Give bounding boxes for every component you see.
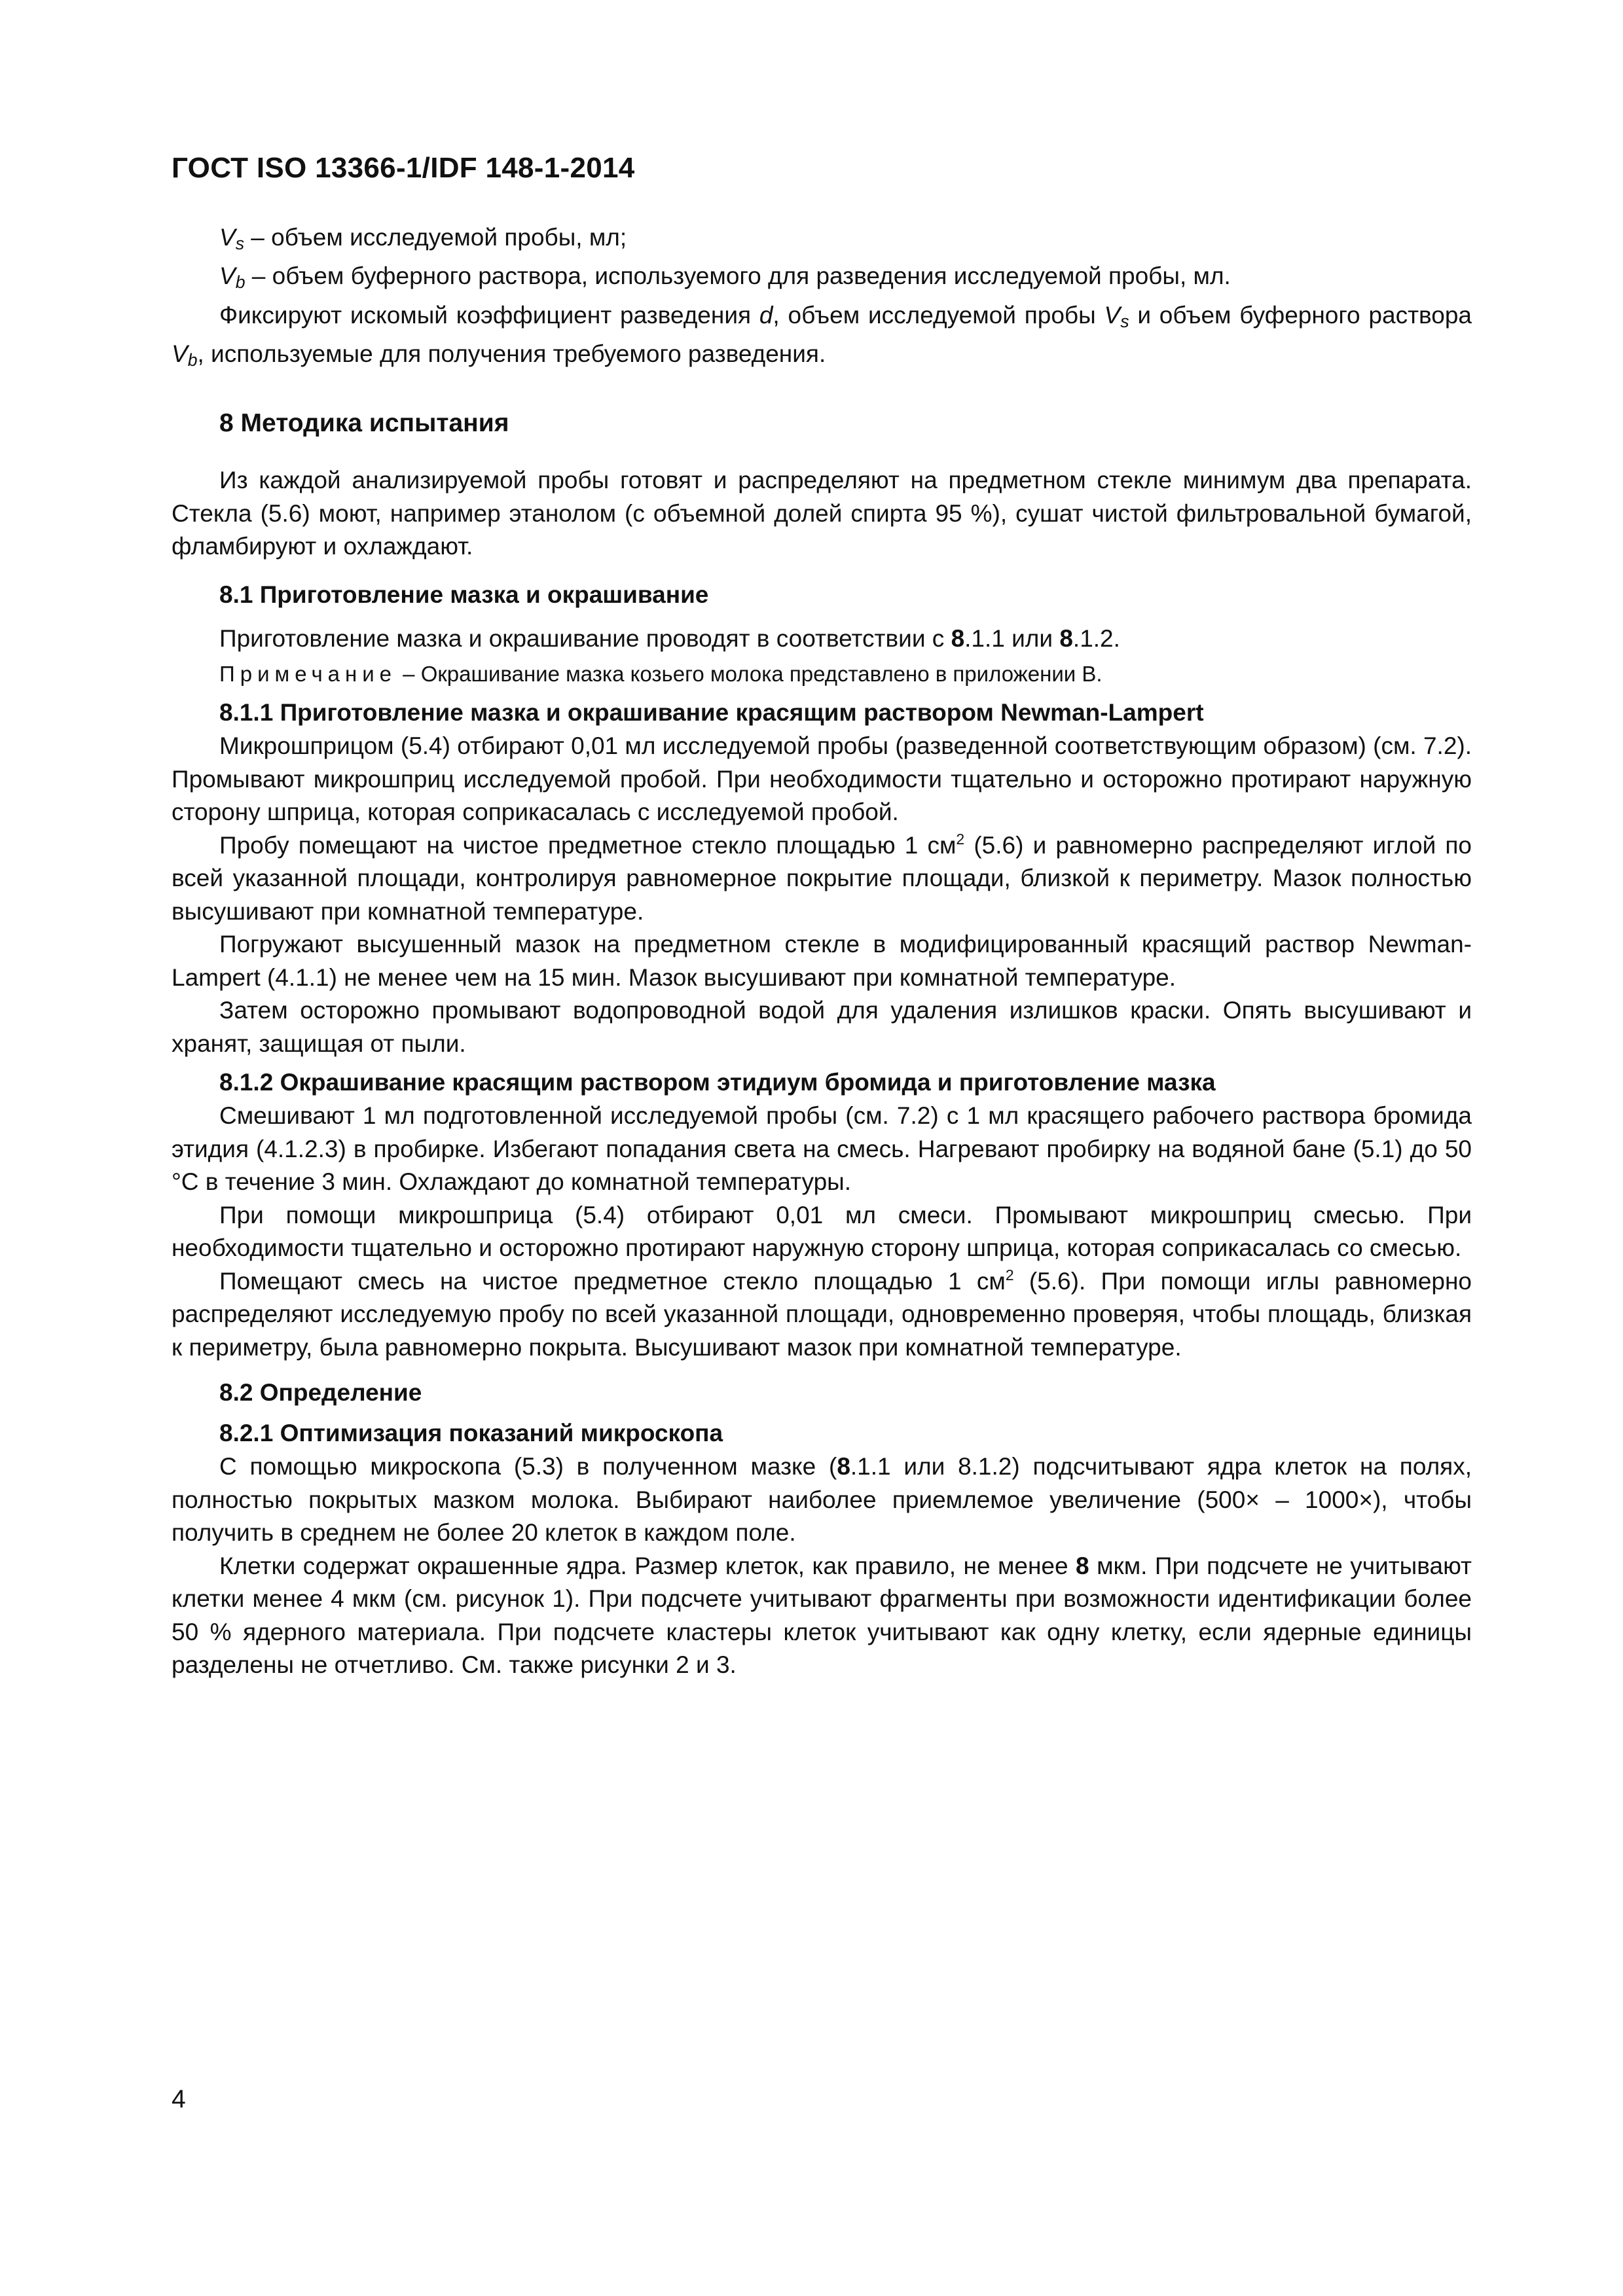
subscript-b: b [187, 350, 198, 370]
note-text: – Окрашивание мазка козьего молока представлено в приложении В. [397, 662, 1103, 687]
record-paragraph [172, 299, 1472, 377]
section-8-1-1-paragraph-4: Затем осторожно промывают водопроводной водой для удаления излишков краски. Опять высушивают и хранят, защищая от пыли. [172, 997, 1472, 1057]
bold-number: 8 [1076, 1552, 1089, 1579]
bold-number: 8 [1059, 624, 1073, 652]
page-number: 4 [172, 2085, 186, 2113]
section-8-1-title: 8.1 Приготовление мазка и окрашивание [219, 581, 709, 608]
section-8-1-1-paragraph-3: Погружают высушенный мазок на предметном стекле в модифицированный красящий раствор Newman-Lampert (4.1.1) не менее чем на 15 мин. Мазок высушивают при комнатной температуре. [172, 931, 1472, 991]
text-run: .1.1 или [964, 624, 1060, 652]
superscript: 2 [956, 830, 965, 848]
section-8-2-title: 8.2 Определение [219, 1379, 422, 1407]
section-8-1-paragraph [172, 622, 1472, 656]
symbol-v: V [1104, 301, 1121, 329]
subscript-s: s [235, 233, 244, 253]
document-header: ГОСТ ISO 13366-1/IDF 148-1-2014 [172, 152, 635, 184]
section-8-1-1-title: 8.1.1 Приготовление мазка и окрашивание красящим раствором Newman-Lampert [219, 699, 1204, 726]
text-run: (5.6) и равномерно распределяют иглой по всей указанной площади, контролируя равномерное покрытие площади, близкой к периметру. Мазок полностью высушивают при комнатной температуре. [172, 831, 1472, 925]
text-run: , используемые для получения требуемого разведения. [197, 340, 826, 368]
section-8-1-2-paragraph-3 [172, 1265, 1472, 1365]
text-run: Пробу помещают на чистое предметное стекло площадью 1 см [219, 831, 957, 859]
document-body [172, 221, 1472, 1682]
bold-number: 8 [837, 1453, 850, 1480]
section-8-1-1-paragraph-1: Микрошприцом (5.4) отбирают 0,01 мл исследуемой пробы (разведенной соответствующим образом) (см. 7.2). Промывают микрошприц исследуемой пробой. При необходимости тщательно и осторожно протирают наружную сторону шприца, которая соприкасалась с исследуемой пробой. [172, 732, 1472, 826]
text-run: (5.6). При помощи иглы равномерно распределяют исследуемую пробу по всей указанной площади, одновременно проверяя, чтобы площадь, близкая к периметру, была равномерно покрыта. Высушивают мазок при комнатной температуре. [172, 1267, 1472, 1361]
section-8-2-1-paragraph-1 [172, 1450, 1472, 1550]
section-8-1-note [172, 658, 1472, 691]
section-8-1-2-paragraph-2: При помощи микрошприца (5.4) отбирают 0,01 мл смеси. Промывают микрошприц смесью. При необходимости тщательно и осторожно протирают наружную сторону шприца, которая соприкасалась со смесью. [172, 1201, 1472, 1262]
superscript: 2 [1005, 1266, 1014, 1283]
definition-text: – объем исследуемой пробы, мл; [244, 224, 627, 251]
symbol-d: d [759, 301, 773, 329]
symbol-v: V [219, 262, 236, 290]
definition-vb [172, 260, 1472, 298]
text-run: , объем исследуемой пробы [773, 301, 1104, 329]
symbol-v: V [172, 340, 188, 368]
text-run: Клетки содержат окрашенные ядра. Размер клеток, как правило, не менее [219, 1552, 1076, 1579]
text-run: .1.2. [1072, 624, 1120, 652]
section-8-2-1-paragraph-2 [172, 1550, 1472, 1682]
definition-vs [172, 221, 1472, 260]
text-run: мкм. При подсчете не учитывают клетки менее 4 мкм (см. рисунок 1). При подсчете учитывают фрагменты при возможности идентификации более 50 % ядерного материала. При подсчете кластеры клеток учитывают как одну клетку, если ядерные единицы разделены не отчетливо. См. также рисунки 2 и 3. [172, 1552, 1472, 1679]
definition-text: – объем буферного раствора, используемого для разведения исследуемой пробы, мл. [245, 262, 1231, 290]
text-run: С помощью микроскопа (5.3) в полученном мазке ( [219, 1453, 837, 1480]
bold-number: 8 [951, 624, 965, 652]
text-run: Приготовление мазка и окрашивание проводят в соответствии с [219, 624, 951, 652]
section-8-1-2-title: 8.1.2 Окрашивание красящим раствором этидиум бромида и приготовление мазка [219, 1069, 1216, 1096]
note-label: Примечание [219, 662, 397, 687]
section-8-1-2-paragraph-1: Смешивают 1 мл подготовленной исследуемой пробы (см. 7.2) с 1 мл красящего рабочего раствора бромида этидия (4.1.2.3) в пробирке. Избегают попадания света на смесь. Нагревают пробирку на водяной бане (5.1) до 50 °С в течение 3 мин. Охлаждают до комнатной температуры. [172, 1102, 1472, 1196]
section-8-2-1-title: 8.2.1 Оптимизация показаний микроскопа [219, 1420, 723, 1447]
section-8-paragraph: Из каждой анализируемой пробы готовят и распределяют на предметном стекле минимум два препарата. Стекла (5.6) моют, например этанолом (с объемной долей спирта 95 %), сушат чистой фильтровальной бумагой, фламбируют и охлаждают. [172, 467, 1472, 560]
subscript-b: b [235, 272, 246, 293]
section-8-1-1-paragraph-2 [172, 829, 1472, 929]
text-run: .1.1 или 8.1.2) подсчитывают ядра клеток на полях, полностью покрытых мазком молока. Выбирают наиболее приемлемое увеличение (500× – 1000×), чтобы получить в среднем не более 20 клеток в каждом поле. [172, 1453, 1472, 1547]
text-run: и объем буферного раствора [1129, 301, 1472, 329]
text-run: Помещают смесь на чистое предметное стекло площадью 1 см [219, 1267, 1006, 1295]
section-8-title: 8 Методика испытания [219, 409, 509, 438]
symbol-v: V [219, 224, 236, 251]
text-run: Фиксируют искомый коэффициент разведения [219, 301, 759, 329]
subscript-s: s [1120, 311, 1129, 331]
